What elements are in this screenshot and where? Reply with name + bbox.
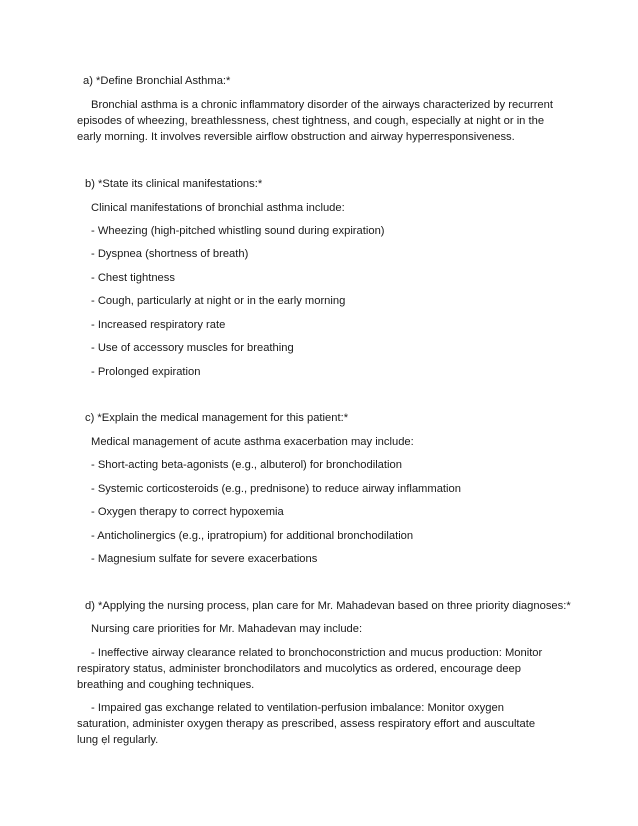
list-item: - Dyspnea (shortness of breath) <box>91 248 249 260</box>
list-item: - Short-acting beta-agonists (e.g., albuterol) for bronchodilation <box>91 459 402 471</box>
section-b-intro: Clinical manifestations of bronchial asthma include: <box>91 202 345 214</box>
section-d-paragraph-2: - Impaired gas exchange related to ventilation-perfusion imbalance: Monitor oxygen saturation, administer oxygen therapy as prescribed, assess respiratory effort and auscultate lung ẹl regularly. <box>77 702 536 746</box>
list-item: - Anticholinergics (e.g., ipratropium) for additional bronchodilation <box>91 530 414 542</box>
list-item: - Prolonged expiration <box>91 366 201 378</box>
section-d-heading: d) *Applying the nursing process, plan care for Mr. Mahadevan based on three priority diagnoses:* <box>85 600 571 612</box>
list-item: - Chest tightness <box>91 272 175 284</box>
list-item: - Use of accessory muscles for breathing <box>91 342 294 354</box>
section-d-intro: Nursing care priorities for Mr. Mahadevan may include: <box>91 623 363 635</box>
section-a-body: Bronchial asthma is a chronic inflammatory disorder of the airways characterized by recurrent episodes of wheezing, breathlessness, chest tightness, and cough, especially at night or in the early morning. It involves reversible airflow obstruction and airway hyperresponsiveness. <box>77 99 553 143</box>
section-a-heading: a) *Define Bronchial Asthma:* <box>83 75 231 87</box>
list-item: - Oxygen therapy to correct hypoxemia <box>91 506 284 518</box>
list-item: - Magnesium sulfate for severe exacerbations <box>91 553 318 565</box>
list-item: - Wheezing (high-pitched whistling sound during expiration) <box>91 225 385 237</box>
list-item: - Increased respiratory rate <box>91 319 226 331</box>
list-item: - Cough, particularly at night or in the early morning <box>91 295 346 307</box>
section-d-paragraph-1: - Ineffective airway clearance related to bronchoconstriction and mucus production: Monitor respiratory status, administer bronchodilators and mucolytics as ordered, encourage deep breathing and coughing techniques. <box>77 647 543 691</box>
section-c-heading: c) *Explain the medical management for this patient:* <box>85 412 349 424</box>
list-item: - Systemic corticosteroids (e.g., prednisone) to reduce airway inflammation <box>91 483 461 495</box>
section-c-intro: Medical management of acute asthma exacerbation may include: <box>91 436 414 448</box>
section-b-heading: b) *State its clinical manifestations:* <box>85 178 263 190</box>
